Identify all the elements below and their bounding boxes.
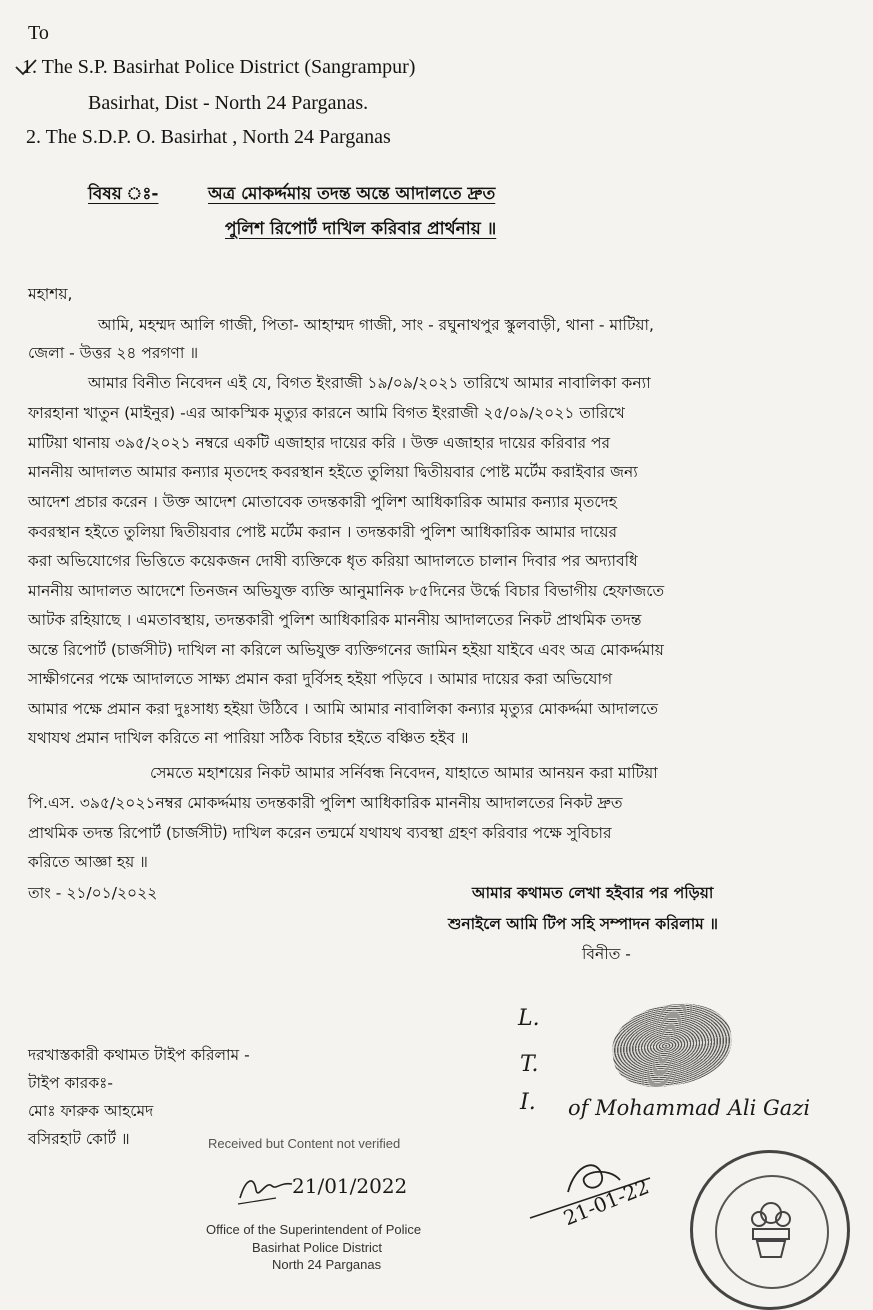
para1-line: মাননীয় আদালত আমার কন্যার মৃতদেহ কবরস্থান হইতে তুলিয়া দ্বিতীয়বার পোষ্ট মর্টেম করাইবার জন্য [28,463,638,481]
typist-line-4: বসিরহাট কোর্ট ॥ [28,1130,130,1148]
declaration-line-1: আমার কথামত লেখা হইবার পর পড়িয়া [472,884,714,902]
para1-line: যথাযথ প্রমান দাখিল করিতে না পারিয়া সঠিক বিচার হইতে বঞ্চিত হইব ॥ [28,729,469,747]
intro-line-2: জেলা - উত্তর ২৪ পরগণা ॥ [28,344,199,362]
address-line-1: 1. The S.P. Basirhat Police District (Sangrampur) [22,56,416,78]
para1-line: সাক্ষীগনের পক্ষে আদালতে সাক্ষ্য প্রমান করা দুর্বিসহ হইয়া পড়িবে । আমার দায়ের করা অভিযোগ [28,670,613,688]
officer-signature-date: 21-01-22 [560,1174,653,1231]
thumbprint-icon [607,997,737,1093]
para2-line: প্রাথমিক তদন্ত রিপোর্ট (চার্জসীট) দাখিল করেন তন্মর্মে যথাযথ ব্যবস্থা গ্রহণ করিবার পক্ষে সুবিচার [28,824,612,842]
lti-l: L. [518,1006,540,1031]
subject-label: বিষয় ঃ- [88,184,159,204]
stamp-date: 21/01/2022 [292,1174,408,1198]
date: তাং - ২১/০১/২০২২ [28,884,158,902]
typist-line-2: টাইপ কারকঃ- [28,1074,114,1092]
para2-line: করিতে আজ্ঞা হয় ॥ [28,853,148,871]
para1-line: অন্তে রিপোর্ট (চার্জসীট) দাখিল না করিলে অভিযুক্ত ব্যক্তিগনের জামিন হইয়া যাইবে এবং অত্র মোকর্দ্দমায় [28,641,664,659]
para2-line: পি.এস. ৩৯৫/২০২১নম্বর মোকর্দ্দমায় তদন্তকারী পুলিশ আধিকারিক মাননীয় আদালতের নিকট দ্রুত [28,794,623,812]
para1-line: মাননীয় আদালত আদেশে তিনজন অভিযুক্ত ব্যক্তি আনুমানিক ৮৫দিনের উর্দ্ধে বিচার বিভাগীয় হেফাজতে [28,582,665,600]
to-label: To [28,22,49,44]
para1-line: আমার বিনীত নিবেদন এই যে, বিগত ইংরাজী ১৯/০৯/২০২১ তারিখে আমার নাবালিকা কন্যা [88,374,651,392]
para1-line: আটক রহিয়াছে । এমতাবস্থায়, তদন্তকারী পুলিশ আধিকারিক মাননীয় আদালতের নিকট প্রাথমিক তদন্ত [28,611,642,629]
declaration-line-2: শুনাইলে আমি টিপ সহি সম্পাদন করিলাম ॥ [448,915,718,933]
para2-line: সেমতে মহাশয়ের নিকট আমার সর্নিবন্ধ নিবেদন, যাহাতে আমার আনয়ন করা মাটিয়া [150,764,658,782]
lti-of-name: of Mohammad Ali Gazi [568,1096,811,1120]
subject-line-1: অত্র মোকর্দ্দমায় তদন্ত অন্তে আদালতে দ্রুত [208,184,496,204]
stamp-received: Received but Content not verified [208,1136,401,1151]
para1-line: কবরস্থান হইতে তুলিয়া দ্বিতীয়বার পোষ্ট মর্টেম করান । তদন্তকারী পুলিশ আধিকারিক আমার দায়ের [28,523,618,541]
lti-i: I. [520,1090,536,1115]
para1-line: আমার পক্ষে প্রমান করা দুঃসাধ্য হইয়া উঠিবে । আমি আমার নাবালিকা কন্যার মৃত্যুর মোকর্দ্দমা আদালতে [28,700,658,718]
address-line-3: 2. The S.D.P. O. Basirhat , North 24 Parganas [26,126,391,148]
receiver-signature-icon [236,1168,296,1208]
para1-line: মাটিয়া থানায় ৩৯৫/২০২১ নম্বরে একটি এজাহার দায়ের করি । উক্ত এজাহার দায়ের করিবার পর [28,434,611,452]
emblem-icon [743,1197,799,1263]
lti-t: T. [520,1052,539,1077]
stamp-office: Office of the Superintendent of Police [206,1222,422,1237]
salutation: মহাশয়, [28,285,73,303]
para1-line: ফারহানা খাতুন (মাইনুর) -এর আকস্মিক মৃত্যুর কারনে আমি বিগত ইংরাজী ২৫/০৯/২০২১ তারিখে [28,404,625,422]
typist-line-1: দরখাস্তকারী কথামত টাইপ করিলাম - [28,1046,250,1064]
para1-line: করা অভিযোগের ভিত্তিতে কয়েকজন দোষী ব্যক্তিকে ধৃত করিয়া আদালতে চালান দিবার পর অদ্যাবধি [28,552,638,570]
closing: বিনীত - [582,945,631,963]
official-seal-icon [690,1150,850,1310]
stamp-district: Basirhat Police District [252,1240,383,1255]
typist-line-3: মোঃ ফারুক আহমেদ [28,1102,154,1120]
para1-line: আদেশ প্রচার করেন । উক্ত আদেশ মোতাবেক তদন্তকারী পুলিশ আধিকারিক আমার কন্যার মৃতদেহ [28,493,617,511]
address-line-2: Basirhat, Dist - North 24 Parganas. [88,92,369,114]
intro-line-1: আমি, মহম্মদ আলি গাজী, পিতা- আহাম্মদ গাজী, সাং - রঘুনাথপুর স্কুলবাড়ী, থানা - মাটিয়া, [98,316,654,334]
subject-line-2: পুলিশ রিপোর্ট দাখিল করিবার প্রার্থনায় ॥ [225,219,497,239]
stamp-region: North 24 Parganas [272,1257,382,1272]
